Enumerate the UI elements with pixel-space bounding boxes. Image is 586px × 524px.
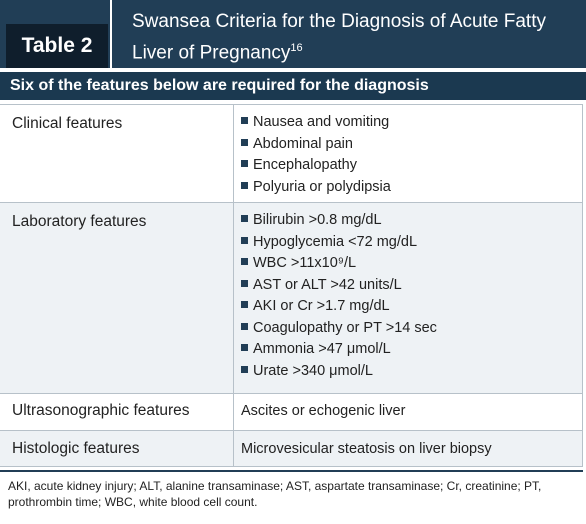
table-title bbox=[132, 8, 572, 66]
list-item-text: Polyuria or polydipsia bbox=[253, 178, 391, 195]
square-bullet-icon bbox=[241, 139, 248, 146]
list-item-text: Urate >340 μmol/L bbox=[253, 362, 373, 379]
table-footnote: AKI, acute kidney injury; ALT, alanine transaminase; AST, aspartate transaminase; Cr, creatinine; PT, prothrombin time; WBC, white blood cell count. bbox=[8, 479, 542, 509]
list-item bbox=[241, 253, 437, 275]
list-item bbox=[241, 155, 391, 177]
column-divider bbox=[233, 431, 234, 466]
table-row-clinical bbox=[0, 104, 583, 202]
square-bullet-icon bbox=[241, 323, 248, 330]
row-edge bbox=[582, 431, 583, 466]
list-item-text: Encephalopathy bbox=[253, 157, 357, 173]
row-edge bbox=[582, 105, 583, 202]
square-bullet-icon bbox=[241, 280, 248, 287]
table-subheader: Six of the features below are required for the diagnosis bbox=[0, 72, 586, 100]
square-bullet-icon bbox=[241, 182, 248, 189]
column-divider bbox=[233, 394, 234, 430]
row-label: Histologic features bbox=[12, 440, 140, 457]
table-row-histologic bbox=[0, 430, 583, 467]
row-label: Clinical features bbox=[12, 115, 123, 132]
list-item bbox=[241, 232, 437, 254]
list-item-text: AKI or Cr >1.7 mg/dL bbox=[253, 298, 390, 314]
table-row-ultrasonographic bbox=[0, 393, 583, 430]
row-label: Laboratory features bbox=[12, 213, 147, 230]
table-row-laboratory bbox=[0, 202, 583, 393]
clinical-features-list bbox=[241, 112, 391, 198]
table-title-text: Swansea Criteria for the Diagnosis of Acute Fatty Liver of Pregnancy bbox=[132, 11, 546, 64]
square-bullet-icon bbox=[241, 237, 248, 244]
laboratory-features-list bbox=[241, 210, 437, 382]
row-value: Microvesicular steatosis on liver biopsy bbox=[241, 441, 492, 457]
square-bullet-icon bbox=[241, 160, 248, 167]
column-divider bbox=[233, 105, 234, 202]
list-item bbox=[241, 112, 391, 134]
square-bullet-icon bbox=[241, 366, 248, 373]
title-reference: 16 bbox=[290, 42, 303, 54]
list-item bbox=[241, 361, 437, 383]
list-item-text: Coagulopathy or PT >14 sec bbox=[253, 319, 437, 336]
column-divider bbox=[233, 203, 234, 393]
list-item-text: Bilirubin >0.8 mg/dL bbox=[253, 212, 382, 228]
header-divider bbox=[110, 0, 112, 68]
square-bullet-icon bbox=[241, 344, 248, 351]
square-bullet-icon bbox=[241, 301, 248, 308]
row-label: Ultrasonographic features bbox=[12, 402, 190, 419]
list-item-text: AST or ALT >42 units/L bbox=[253, 276, 402, 293]
list-item bbox=[241, 339, 437, 361]
list-item bbox=[241, 210, 437, 232]
table-number: Table 2 bbox=[6, 24, 108, 68]
list-item bbox=[241, 177, 391, 199]
list-item-text: Abdominal pain bbox=[253, 135, 353, 152]
list-item-text: WBC >11x10⁹/L bbox=[253, 255, 357, 271]
row-edge bbox=[582, 203, 583, 393]
list-item bbox=[241, 318, 437, 340]
footnote-divider bbox=[0, 470, 583, 472]
list-item-text: Hypoglycemia <72 mg/dL bbox=[253, 233, 418, 250]
list-item-text: Ammonia >47 μmol/L bbox=[253, 341, 391, 357]
list-item bbox=[241, 296, 437, 318]
list-item-text: Nausea and vomiting bbox=[253, 114, 390, 130]
square-bullet-icon bbox=[241, 215, 248, 222]
row-value: Ascites or echogenic liver bbox=[241, 403, 406, 419]
square-bullet-icon bbox=[241, 258, 248, 265]
list-item bbox=[241, 134, 391, 156]
list-item bbox=[241, 275, 437, 297]
table-header bbox=[0, 0, 586, 68]
square-bullet-icon bbox=[241, 117, 248, 124]
row-edge bbox=[582, 394, 583, 430]
